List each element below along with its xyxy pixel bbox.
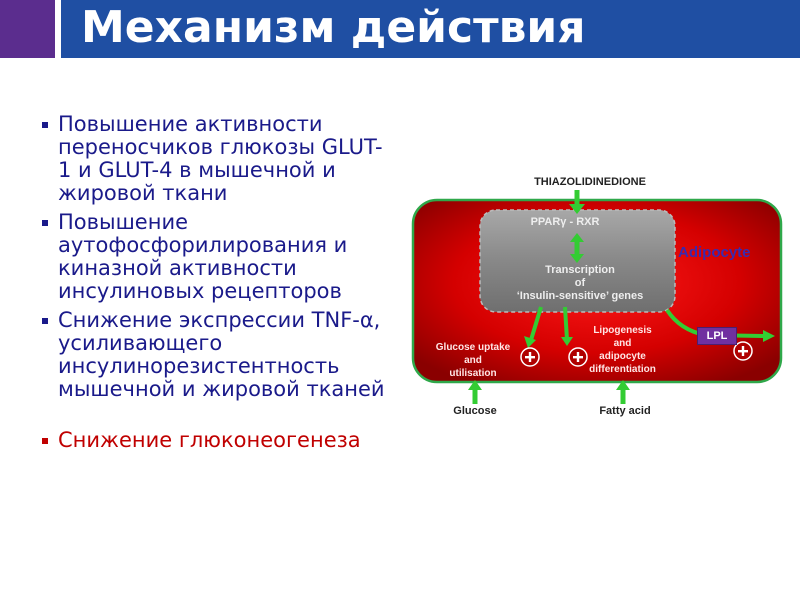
bullet-text: Повышение активности переносчиков глюкозы GLUT-1 и GLUT-4 в мышечной и жировой ткани bbox=[58, 112, 383, 205]
bullet-text: Повышение аутофосфорилирования и киназной активности инсулиновых рецепторов bbox=[58, 210, 348, 303]
receptor-label: PPARγ - RXR bbox=[530, 216, 600, 228]
drug-label: THIAZOLIDINEDIONE bbox=[534, 176, 646, 188]
plus-badge-glucose bbox=[521, 348, 539, 366]
bullet-marker bbox=[42, 318, 48, 324]
slide-header bbox=[0, 0, 800, 58]
header-bar bbox=[61, 0, 800, 58]
lpl-box: LPL bbox=[697, 327, 737, 345]
slide-title: Механизм действия bbox=[81, 2, 586, 53]
bullet-item-highlight bbox=[38, 429, 388, 452]
bullet-marker bbox=[42, 438, 48, 444]
header-accent-block bbox=[0, 0, 55, 58]
transcription-label: Transcription of ‘Insulin-sensitive’ genes bbox=[516, 264, 644, 302]
lipogenesis-arrow bbox=[565, 307, 567, 340]
bullet-item bbox=[38, 113, 388, 205]
glucose-uptake-label: Glucose uptake and utilisation bbox=[435, 342, 511, 379]
glucose-label: Glucose bbox=[453, 405, 497, 417]
lipogenesis-label: Lipogenesis and adipocyte differentiation bbox=[589, 325, 656, 375]
bullet-marker bbox=[42, 122, 48, 128]
cell-label: Adipocyte bbox=[678, 244, 751, 261]
bullet-list bbox=[38, 113, 388, 452]
bullet-marker bbox=[42, 220, 48, 226]
bullet-text: Снижение экспрессии TNF-α, усиливающего инсулинорезистентность мышечной и жировой тканей bbox=[58, 308, 385, 401]
bullet-item bbox=[38, 309, 388, 401]
mechanism-diagram bbox=[405, 170, 800, 430]
fatty-acid-label: Fatty acid bbox=[599, 405, 651, 417]
bullet-text-highlight: Снижение глюконеогенеза bbox=[58, 428, 361, 452]
bullet-item bbox=[38, 211, 388, 303]
